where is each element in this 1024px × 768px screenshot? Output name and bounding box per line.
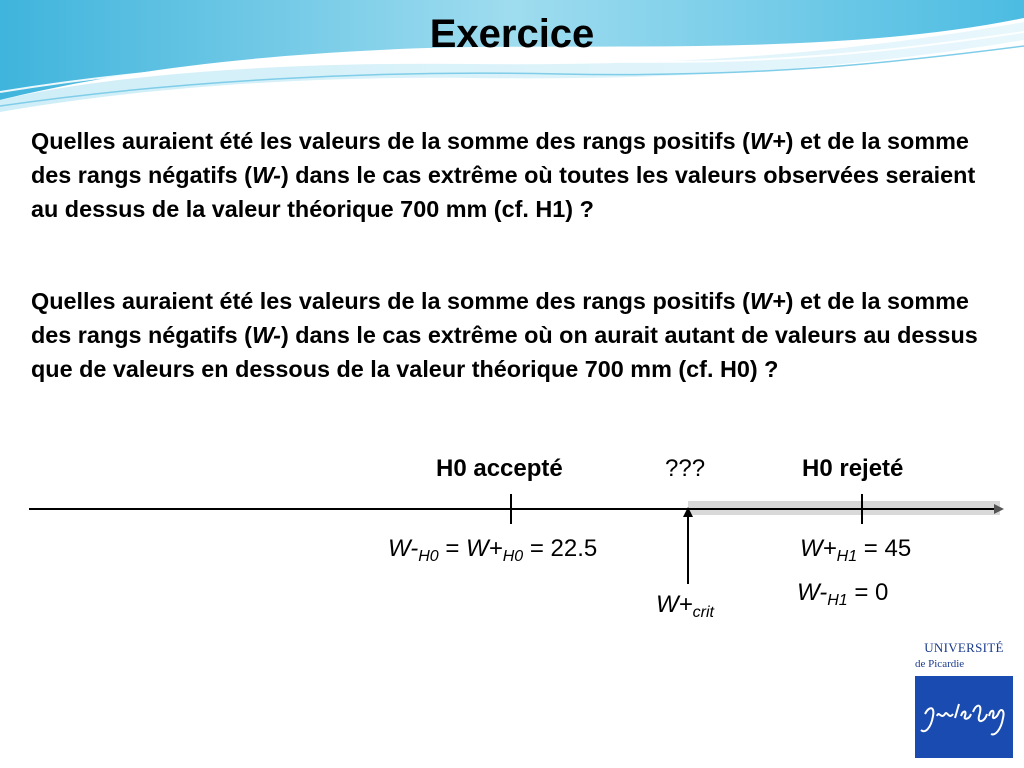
- h0-wplus-subscript: H0: [502, 548, 524, 565]
- h0-accepted-label: H0 accepté: [436, 455, 563, 482]
- h0-wplus-symbol: W+: [466, 535, 503, 562]
- question-1-wplus: W+: [749, 128, 786, 154]
- h1-wminus-value: = 0: [847, 579, 889, 606]
- h1-wminus-subscript: H1: [827, 592, 848, 609]
- crit-label: [656, 591, 714, 627]
- h0-rejected-label: H0 rejeté: [802, 455, 904, 482]
- h1-wplus-symbol: W+: [800, 535, 837, 562]
- slide-title: Exercice: [429, 12, 595, 56]
- h1-wplus-equation: [800, 535, 911, 571]
- question-1-text-a: Quelles auraient été les valeurs de la somme des rangs positifs (: [31, 128, 750, 154]
- question-1-wminus: W-: [251, 162, 281, 188]
- logo-signature-block: [915, 676, 1013, 758]
- logo-university-text: UNIVERSITÉ: [924, 640, 1004, 655]
- question-2-text-b: ) et de la somme des rangs négatifs (: [31, 288, 969, 348]
- h0-equals: =: [438, 535, 467, 562]
- unknown-label: ???: [665, 455, 706, 482]
- question-2-wplus: W+: [749, 288, 786, 314]
- question-2-wminus: W-: [251, 322, 281, 348]
- logo-signature-icon: [915, 676, 1013, 758]
- h1-wplus-value: = 45: [857, 535, 912, 562]
- h0-wminus-symbol: W-: [388, 535, 419, 562]
- h1-wplus-subscript: H1: [836, 548, 858, 565]
- question-1-text-c: ) dans le cas extrême où toutes les valeurs observées seraient au dessus de la valeur théorique 700 mm (cf. H1) ?: [31, 162, 976, 222]
- question-2-text-a: Quelles auraient été les valeurs de la somme des rangs positifs (: [31, 288, 750, 314]
- h0-equation: [388, 535, 597, 571]
- h0-wminus-subscript: H0: [418, 548, 439, 565]
- logo-place-text: de Picardie: [915, 658, 965, 670]
- crit-subscript: crit: [692, 604, 714, 621]
- h0-value: = 22.5: [523, 535, 598, 562]
- question-2-text-c: ) dans le cas extrême où on aurait autant de valeurs au dessus que de valeurs en dessous de la valeur théorique 700 mm (cf. H0) ?: [31, 322, 978, 382]
- question-1-text-b: ) et de la somme des rangs négatifs (: [31, 128, 969, 188]
- h1-wminus-equation: [797, 579, 888, 615]
- crit-symbol: W+: [656, 591, 693, 618]
- h1-wminus-symbol: W-: [797, 579, 828, 606]
- university-logo: [913, 640, 1015, 758]
